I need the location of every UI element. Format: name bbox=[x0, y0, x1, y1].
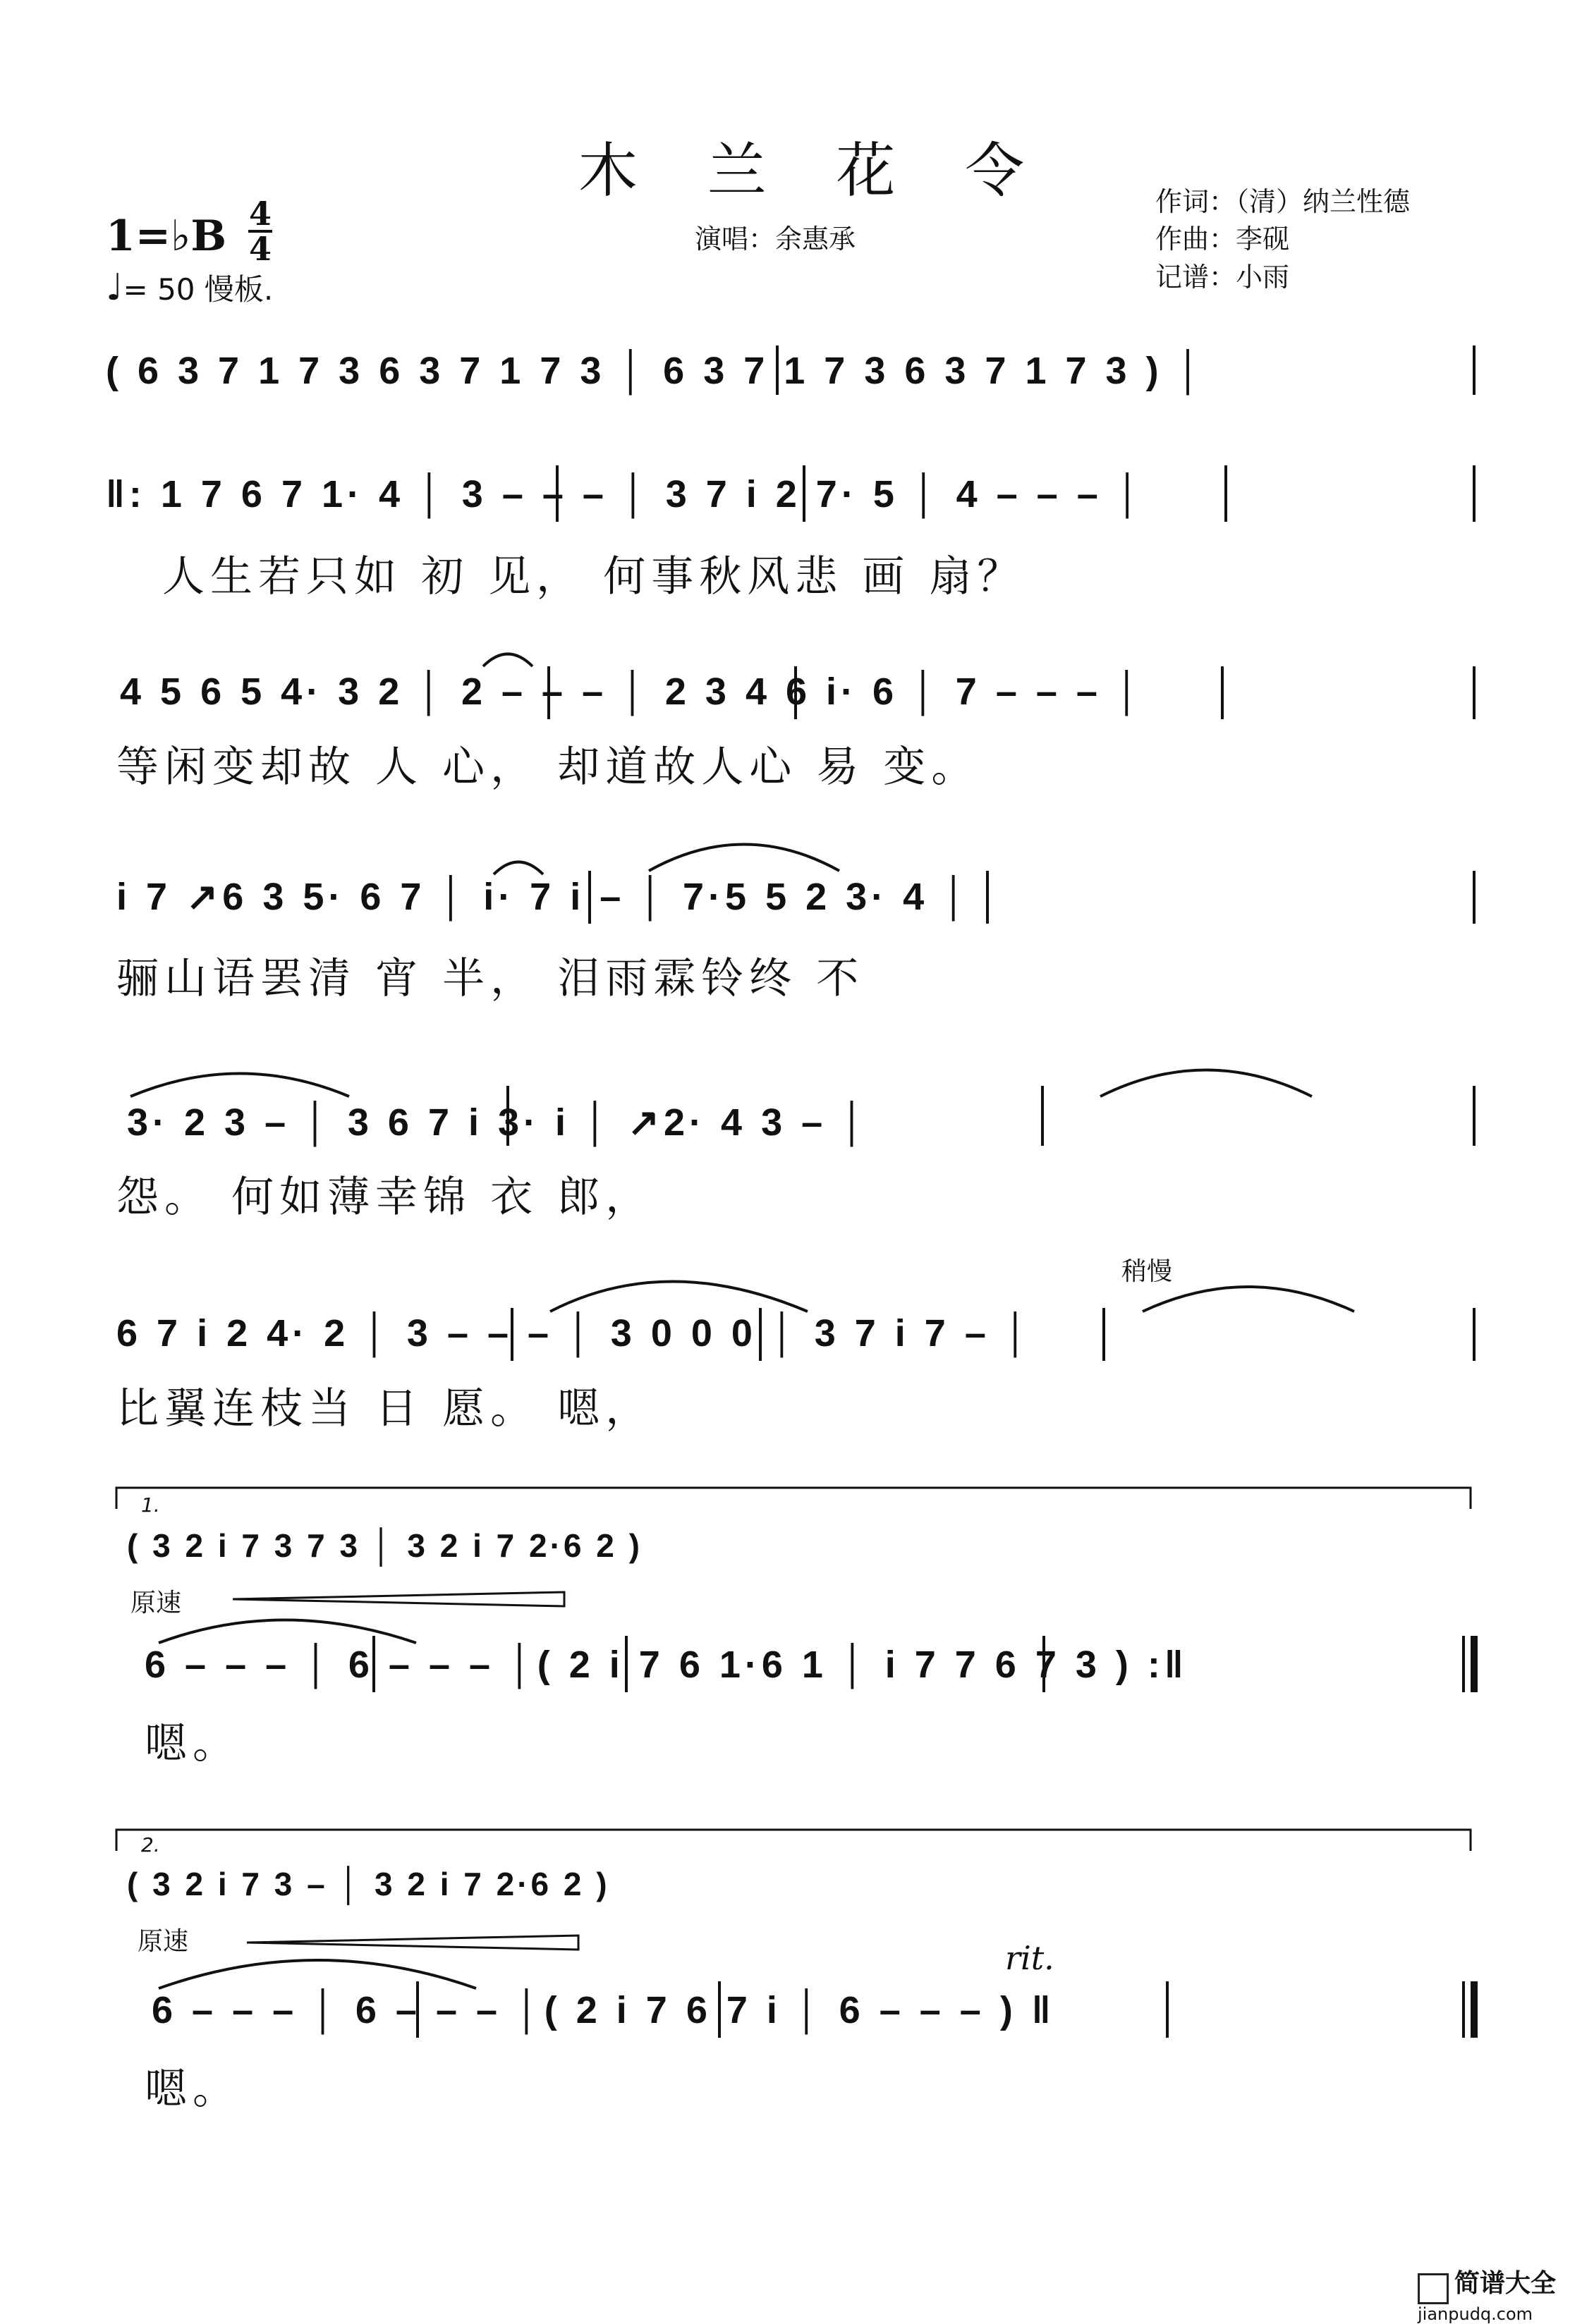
ending-2-lyric: 嗯。 bbox=[145, 2065, 241, 2114]
crescendo-hairpin bbox=[233, 1592, 564, 1606]
quarter-note-icon: ♩ bbox=[106, 267, 123, 309]
ending-1-original-tempo: 原速 bbox=[130, 1589, 182, 1617]
slur bbox=[494, 862, 543, 875]
volta-bracket-2 bbox=[116, 1830, 1471, 1851]
transcriber-credit: 记谱：小雨 bbox=[1155, 262, 1290, 293]
composer-credit: 作曲：李砚 bbox=[1155, 224, 1290, 255]
slur bbox=[159, 1620, 416, 1644]
page-title: 木 兰 花 令 bbox=[578, 136, 1050, 205]
slur bbox=[130, 1074, 349, 1097]
lyric-line-5: 比翼连枝当 日 愿。 嗯， bbox=[116, 1384, 654, 1433]
lyric-line-4: 怨。 何如薄幸锦 衣 郎， bbox=[116, 1173, 654, 1222]
staff-system-1-notes: ( 6 3 7 1 7 3 6 3 7 1 7 3 │ 6 3 7 1 7 3 6 3 7 1 7 3 ) │ bbox=[106, 350, 1206, 392]
slur bbox=[550, 1282, 808, 1312]
ritardando-mark: rit. bbox=[1005, 1939, 1054, 1977]
ending-2-original-tempo: 原速 bbox=[138, 1927, 189, 1956]
tempo-mark-slightly-slow: 稍慢 bbox=[1121, 1257, 1173, 1286]
ending-1-upper-notes: ( 3 2 i 7 3 7 3 │ 3 2 i 7 2·6 2 ) bbox=[127, 1527, 643, 1564]
slur bbox=[483, 654, 533, 667]
staff-system-2-notes: ‖: 1 7 6 7 1· 4 │ 3 – – – │ 3 7 i 2 7· 5 │ 4 – – – │ bbox=[106, 473, 1145, 515]
time-sig-top: 4 bbox=[248, 195, 272, 233]
ending-1-lyric: 嗯。 bbox=[145, 1719, 241, 1768]
watermark bbox=[1418, 2263, 1556, 2324]
slur bbox=[159, 1960, 476, 1988]
ending-2-notes: 6 – – – │ 6 – – – │( 2 i 7 6 7 i │ 6 – – – ) ‖ bbox=[152, 1989, 1055, 2031]
piano-icon bbox=[1418, 2273, 1449, 2304]
ending-1-number: 1. bbox=[141, 1493, 160, 1517]
singer-credit: 演唱：余惠承 bbox=[695, 224, 856, 255]
slur bbox=[1100, 1070, 1312, 1097]
crescendo-hairpin bbox=[247, 1935, 578, 1950]
staff-system-6-notes: 6 7 i 2 4· 2 │ 3 – – – │ 3 0 0 0 │ 3 7 i 7 – │ bbox=[116, 1312, 1033, 1354]
lyric-line-3: 骊山语罢清 宵 半， 泪雨霖铃终 不 bbox=[116, 954, 865, 1003]
ending-2-upper-notes: ( 3 2 i 7 3 – │ 3 2 i 7 2·6 2 ) bbox=[127, 1866, 610, 1902]
staff-system-4-notes: i 7 ↗6 3 5· 6 7 │ i· 7 i – │ 7·5 5 2 3· 4 │ bbox=[116, 876, 971, 918]
lyric-line-2: 等闲变却故 人 心， 却道故人心 易 变。 bbox=[116, 742, 980, 792]
watermark-url: jianpudq.com bbox=[1418, 2304, 1533, 2324]
volta-bracket-1 bbox=[116, 1488, 1471, 1509]
staff-system-5-notes: 3· 2 3 – │ 3 6 7 i 3· i │ ↗2· 4 3 – │ bbox=[127, 1101, 870, 1144]
slur bbox=[1143, 1287, 1354, 1311]
tempo-value: = 50 慢板. bbox=[123, 272, 274, 307]
ending-2-number: 2. bbox=[141, 1833, 160, 1857]
slur bbox=[649, 845, 839, 872]
lyricist-credit: 作词：（清）纳兰性德 bbox=[1155, 186, 1411, 217]
ending-1-notes: 6 – – – │ 6 – – – │( 2 i 7 6 1·6 1 │ i 7 7 6 7 3 ) :‖ bbox=[145, 1644, 1188, 1686]
lyric-line-1: 人生若只如 初 见， 何事秋风悲 画 扇？ bbox=[162, 552, 1026, 601]
key-signature: 1=♭B bbox=[106, 212, 227, 261]
watermark-brand: 简谱大全 bbox=[1454, 2269, 1557, 2298]
staff-system-3-notes: 4 5 6 5 4· 3 2 │ 2 – – – │ 2 3 4 6 i· 6 │ 7 – – – │ bbox=[120, 671, 1145, 713]
time-sig-bottom: 4 bbox=[248, 230, 272, 268]
